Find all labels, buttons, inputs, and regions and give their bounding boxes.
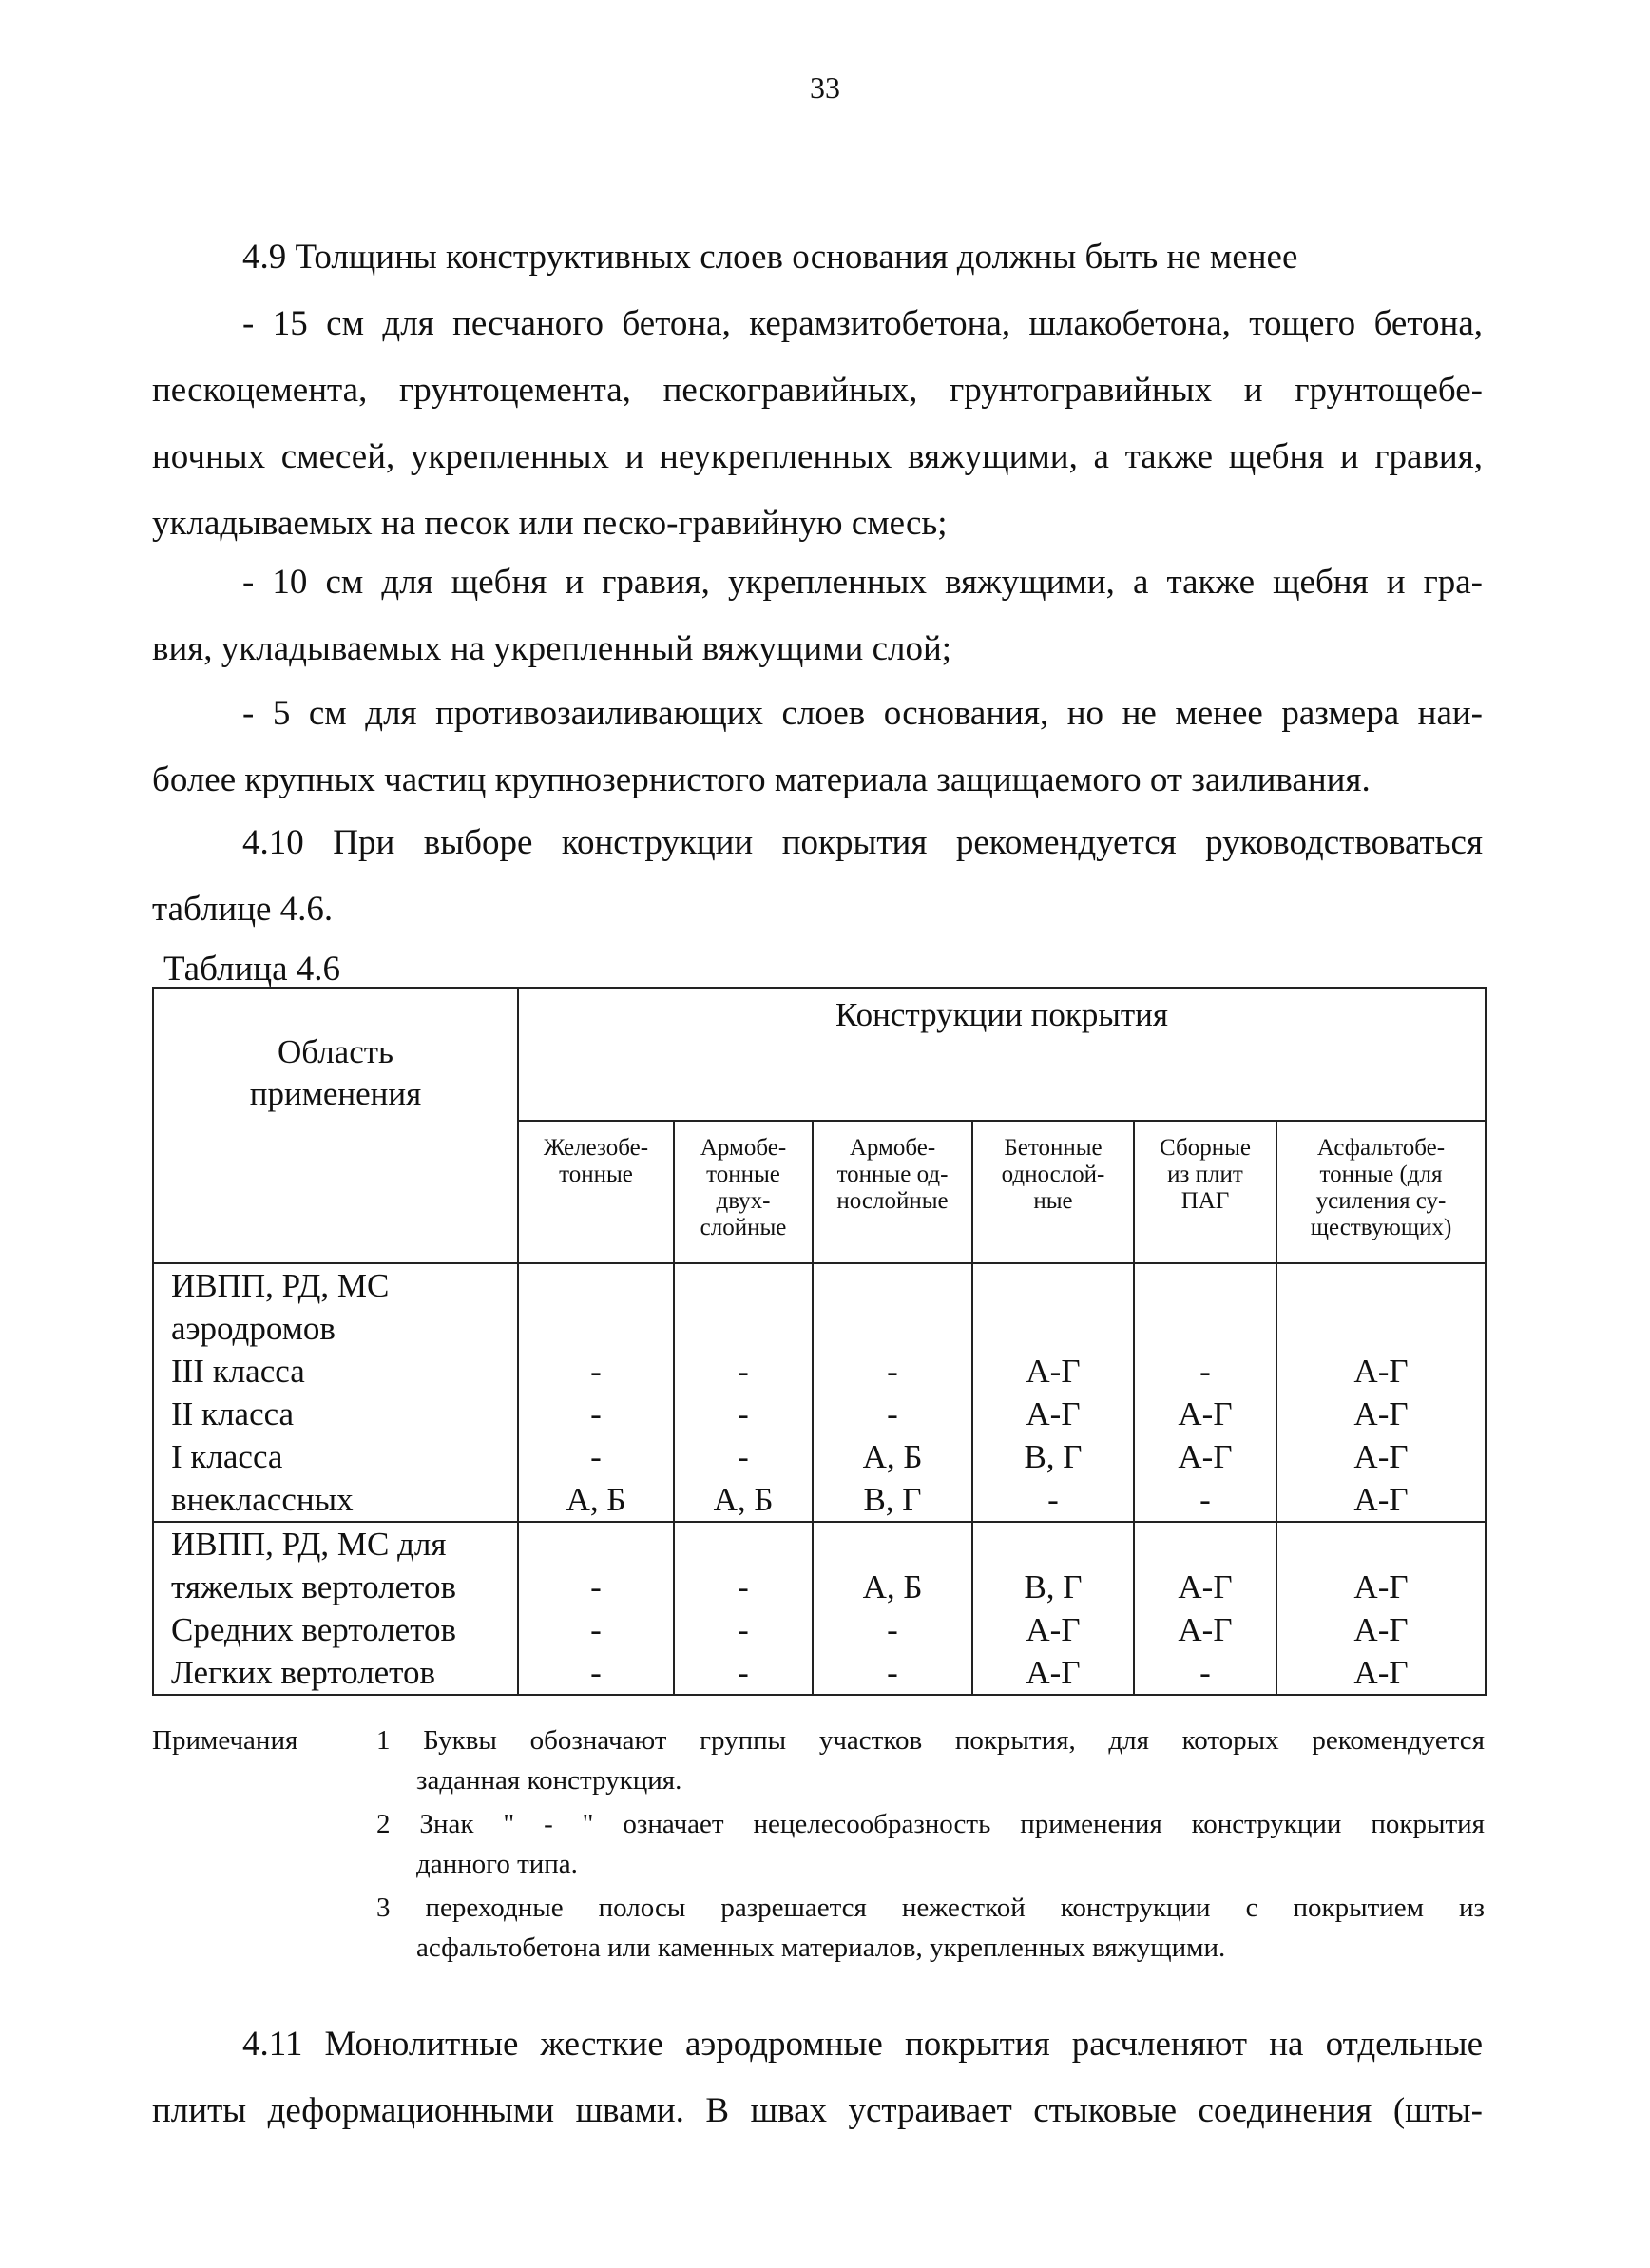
value: А-Г bbox=[1026, 1654, 1081, 1691]
value: В, Г bbox=[863, 1481, 922, 1518]
value: А-Г bbox=[1026, 1611, 1081, 1648]
table-4-6 bbox=[152, 987, 1485, 1696]
col-header-line: двух- bbox=[716, 1188, 771, 1214]
value: - bbox=[887, 1395, 898, 1432]
area-line: аэродромов bbox=[171, 1310, 336, 1347]
paragraph-line: ночных смесей, укрепленных и неукрепленных вяжущими, а также щебня и гравия, bbox=[152, 437, 1483, 476]
value-cell bbox=[813, 1263, 972, 1522]
area-line: Средних вертолетов bbox=[171, 1611, 457, 1648]
value: В, Г bbox=[1024, 1438, 1083, 1475]
value bbox=[1277, 1307, 1485, 1350]
note-line: 3 переходные полосы разрешается нежесткой конструкции с покрытием из bbox=[376, 1893, 1485, 1923]
constructions-header: Конструкции покрытия bbox=[518, 988, 1486, 1121]
paragraph-4-11 bbox=[152, 2011, 1483, 2144]
value: - bbox=[1199, 1481, 1211, 1518]
paragraph-line: более крупных частиц крупнозернистого материала защищаемого от заиливания. bbox=[152, 760, 1371, 799]
value: - bbox=[590, 1568, 602, 1605]
value: А-Г bbox=[1353, 1481, 1409, 1518]
value-cell bbox=[1134, 1522, 1276, 1695]
value-cell bbox=[972, 1263, 1134, 1522]
table-notes bbox=[152, 1720, 1485, 1968]
value: - bbox=[1199, 1654, 1211, 1691]
area-header bbox=[153, 988, 518, 1263]
col-header-line: из плит bbox=[1167, 1162, 1243, 1187]
value: - bbox=[590, 1438, 602, 1475]
paragraph-4-9-item-5cm bbox=[152, 681, 1483, 814]
paragraph-line: таблице 4.6. bbox=[152, 890, 334, 929]
paragraph-line: 4.9 Толщины конструктивных слоев основания должны быть не менее bbox=[242, 238, 1298, 277]
col-header-line: тонные (для bbox=[1319, 1162, 1443, 1187]
value bbox=[814, 1307, 971, 1350]
area-line: II класса bbox=[171, 1395, 295, 1432]
value: А-Г bbox=[1353, 1395, 1409, 1432]
value: - bbox=[1199, 1353, 1211, 1390]
col-header-line: тонные од- bbox=[836, 1162, 949, 1187]
value bbox=[1277, 1523, 1485, 1566]
value: - bbox=[738, 1395, 749, 1432]
area-line: ИВПП, РД, МС bbox=[171, 1267, 390, 1304]
value bbox=[519, 1307, 673, 1350]
value: - bbox=[738, 1353, 749, 1390]
value-cell bbox=[1134, 1263, 1276, 1522]
paragraph-line: - 15 см для песчаного бетона, керамзитобетона, шлакобетона, тощего бетона, bbox=[242, 304, 1483, 343]
col-header-reinforced-concrete bbox=[518, 1121, 674, 1263]
value bbox=[519, 1523, 673, 1566]
value: А-Г bbox=[1178, 1438, 1233, 1475]
value-cell bbox=[518, 1522, 674, 1695]
value: - bbox=[1047, 1481, 1059, 1518]
note-1 bbox=[152, 1720, 1485, 1800]
value: В, Г bbox=[1024, 1568, 1083, 1605]
value: - bbox=[590, 1353, 602, 1390]
col-header-asphalt-concrete bbox=[1276, 1121, 1486, 1263]
paragraph-line: 4.11 Монолитные жесткие аэродромные покрытия расчленяют на отдельные bbox=[242, 2025, 1483, 2064]
area-line: внеклассных bbox=[171, 1481, 354, 1518]
col-header-line: слойные bbox=[700, 1215, 787, 1240]
col-header-line: однослой- bbox=[1001, 1162, 1105, 1187]
value: - bbox=[590, 1395, 602, 1432]
col-header-line: тонные bbox=[706, 1162, 780, 1187]
col-header-line: Железобе- bbox=[543, 1135, 649, 1161]
col-header-line: нослойные bbox=[836, 1188, 949, 1214]
col-header-line: Сборные bbox=[1160, 1135, 1251, 1161]
value: - bbox=[590, 1611, 602, 1648]
value: А, Б bbox=[862, 1568, 923, 1605]
paragraph-line: пескоцемента, грунтоцемента, пескогравийных, грунтогравийных и грунтощебе- bbox=[152, 371, 1483, 410]
value-cell bbox=[1276, 1522, 1486, 1695]
page-number: 33 bbox=[810, 70, 840, 105]
value-cell bbox=[518, 1263, 674, 1522]
value-cell bbox=[1276, 1263, 1486, 1522]
col-header-line: ные bbox=[1033, 1188, 1073, 1214]
value: - bbox=[887, 1654, 898, 1691]
note-line: заданная конструкция. bbox=[416, 1765, 682, 1796]
paragraph-line: - 10 см для щебня и гравия, укрепленных вяжущими, а также щебня и гра- bbox=[242, 563, 1483, 602]
value bbox=[814, 1264, 971, 1307]
paragraph-4-10 bbox=[152, 810, 1483, 943]
note-line: 1 Буквы обозначают группы участков покрытия, для которых рекомендуется bbox=[376, 1725, 1485, 1756]
area-line: Легких вертолетов bbox=[171, 1654, 436, 1691]
col-header-armoconcrete-one-layer bbox=[813, 1121, 972, 1263]
area-header-line: Область bbox=[277, 1033, 393, 1070]
value: А-Г bbox=[1353, 1568, 1409, 1605]
value: - bbox=[738, 1654, 749, 1691]
value: А-Г bbox=[1178, 1395, 1233, 1432]
value: А, Б bbox=[566, 1481, 626, 1518]
value: А, Б bbox=[713, 1481, 774, 1518]
value bbox=[675, 1307, 812, 1350]
value: А-Г bbox=[1178, 1568, 1233, 1605]
paragraph-line: вия, укладываемых на укрепленный вяжущими слой; bbox=[152, 629, 952, 668]
value-cell bbox=[674, 1522, 813, 1695]
col-header-line: Армобе- bbox=[849, 1135, 936, 1161]
value-cell bbox=[972, 1522, 1134, 1695]
value: - bbox=[738, 1568, 749, 1605]
value bbox=[1135, 1264, 1276, 1307]
value: А-Г bbox=[1353, 1654, 1409, 1691]
paragraph-4-9-item-10cm bbox=[152, 549, 1483, 682]
col-header-line: усиления су- bbox=[1315, 1188, 1447, 1214]
area-line: III класса bbox=[171, 1353, 305, 1390]
note-2 bbox=[152, 1804, 1485, 1884]
paragraph-line: плиты деформационными швами. В швах устраивает стыковые соединения (шты- bbox=[152, 2091, 1483, 2130]
value: - bbox=[887, 1611, 898, 1648]
col-header-line: ществующих) bbox=[1310, 1215, 1452, 1240]
value bbox=[973, 1523, 1133, 1566]
value bbox=[973, 1264, 1133, 1307]
paragraph-4-9 bbox=[152, 224, 1483, 291]
value: - bbox=[738, 1438, 749, 1475]
value: А-Г bbox=[1026, 1353, 1081, 1390]
col-header-line: Армобе- bbox=[700, 1135, 787, 1161]
col-header-armoconcrete-two-layer bbox=[674, 1121, 813, 1263]
value bbox=[1277, 1264, 1485, 1307]
col-header-line: тонные bbox=[559, 1162, 633, 1187]
area-line: ИВПП, РД, МС для bbox=[171, 1526, 447, 1563]
col-header-line: Бетонные bbox=[1004, 1135, 1103, 1161]
notes-label: Примечания bbox=[152, 1725, 298, 1756]
value-cell bbox=[813, 1522, 972, 1695]
col-header-pag-slabs bbox=[1134, 1121, 1276, 1263]
table-caption: Таблица 4.6 bbox=[163, 950, 340, 989]
area-line: I класса bbox=[171, 1438, 283, 1475]
value bbox=[1135, 1307, 1276, 1350]
table-row-helicopters bbox=[153, 1522, 1486, 1695]
value: А-Г bbox=[1353, 1353, 1409, 1390]
note-line: данного типа. bbox=[416, 1849, 578, 1879]
col-header-concrete-one-layer bbox=[972, 1121, 1134, 1263]
note-line: асфальтобетона или каменных материалов, укрепленных вяжущими. bbox=[416, 1932, 1226, 1963]
value: А-Г bbox=[1026, 1395, 1081, 1432]
value: А-Г bbox=[1353, 1438, 1409, 1475]
paragraph-4-9-item-15cm bbox=[152, 291, 1483, 557]
value: А-Г bbox=[1178, 1611, 1233, 1648]
value bbox=[814, 1523, 971, 1566]
value: - bbox=[887, 1353, 898, 1390]
value bbox=[973, 1307, 1133, 1350]
paragraph-line: укладываемых на песок или песко-гравийную смесь; bbox=[152, 504, 948, 543]
value bbox=[519, 1264, 673, 1307]
paragraph-line: 4.10 При выборе конструкции покрытия рекомендуется руководствоваться bbox=[242, 823, 1483, 862]
value: - bbox=[590, 1654, 602, 1691]
value bbox=[1135, 1523, 1276, 1566]
value-cell bbox=[674, 1263, 813, 1522]
value bbox=[675, 1264, 812, 1307]
area-cell bbox=[153, 1522, 518, 1695]
area-line: тяжелых вертолетов bbox=[171, 1568, 457, 1605]
table-row-aerodromes bbox=[153, 1263, 1486, 1522]
paragraph-line: - 5 см для противозаиливающих слоев основания, но не менее размера наи- bbox=[242, 694, 1483, 733]
value: - bbox=[738, 1611, 749, 1648]
area-header-line: применения bbox=[249, 1075, 422, 1112]
value: А-Г bbox=[1353, 1611, 1409, 1648]
note-3 bbox=[152, 1888, 1485, 1968]
value: А, Б bbox=[862, 1438, 923, 1475]
col-header-line: ПАГ bbox=[1180, 1188, 1230, 1214]
area-cell bbox=[153, 1263, 518, 1522]
note-line: 2 Знак " - " означает нецелесообразность применения конструкции покрытия bbox=[376, 1809, 1485, 1839]
col-header-line: Асфальтобе- bbox=[1316, 1135, 1446, 1161]
value bbox=[675, 1523, 812, 1566]
